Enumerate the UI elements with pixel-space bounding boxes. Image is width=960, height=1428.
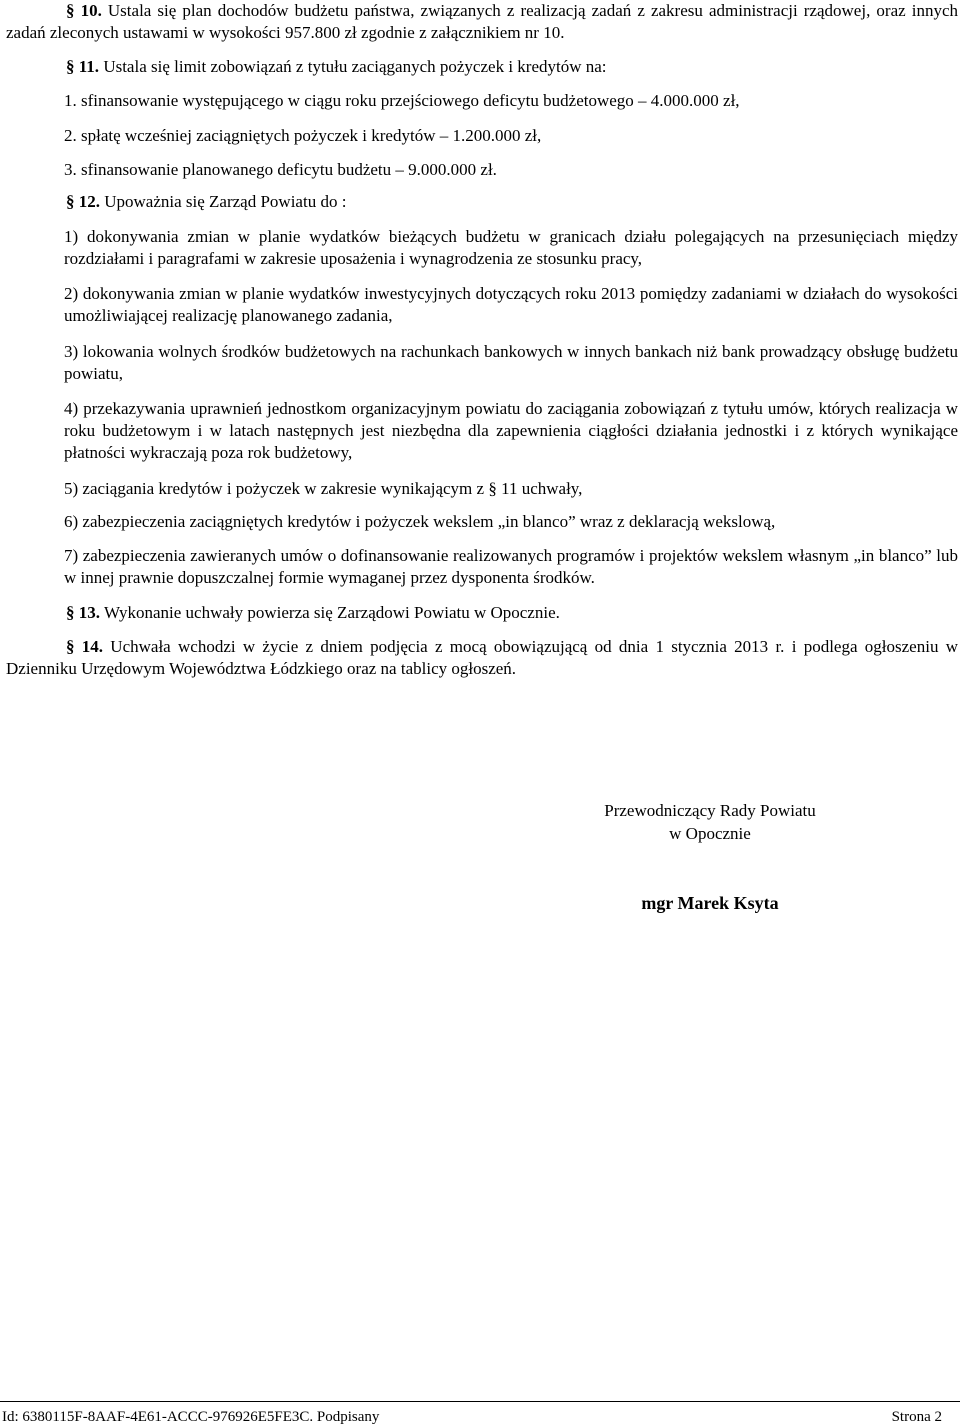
document-id: Id: 6380115F-8AAF-4E61-ACCC-976926E5FE3C. Podpisany: [2, 1409, 380, 1425]
section-mark-12: § 12.: [66, 192, 100, 211]
section-text-11: Ustala się limit zobowiązań z tytułu zaciąganych pożyczek i kredytów na:: [99, 57, 607, 76]
footer-divider: [0, 1401, 960, 1402]
authorization-item-1: 1) dokonywania zmian w planie wydatków bieżących budżetu w granicach działu polegających na przesunięciach między rozdziałami i paragrafami w zakresie uposażenia i wynagrodzenia ze stosunku pracy,: [64, 227, 958, 268]
signature-title: Przewodniczący Rady Powiatu: [604, 801, 816, 820]
section-mark-10: § 10.: [66, 1, 102, 20]
paragraph-14: [6, 636, 958, 680]
authorization-item-6: 6) zabezpieczenia zaciągniętych kredytów i pożyczek wekslem „in blanco” wraz z deklaracją wekslową,: [64, 512, 776, 531]
limit-item-3: 3. sfinansowanie planowanego deficytu budżetu – 9.000.000 zł.: [64, 160, 497, 179]
authorization-item-2: 2) dokonywania zmian w planie wydatków inwestycyjnych dotyczących roku 2013 pomiędzy zadaniami w działach do wysokości umożliwiającej realizację planowanego zadania,: [64, 284, 958, 325]
paragraph-13: [6, 602, 958, 624]
authorization-item-4: 4) przekazywania uprawnień jednostkom organizacyjnym powiatu do zaciągania zobowiązań z tytułu umów, których realizacja w roku budżetowym i w latach następnych jest niezbędna dla zapewnienia ciągłości działania jednostki i z których wynikające płatności wykraczają poza rok budżetowy,: [64, 399, 958, 462]
signature-name: mgr Marek Ksyta: [641, 893, 779, 913]
authorization-item-7: 7) zabezpieczenia zawieranych umów o dofinansowanie realizowanych programów i projektów wekslem własnym „in blanco” lub w innej prawnie dopuszczalnej formie wymaganej przez dysponenta środków.: [64, 546, 958, 587]
section-mark-14: § 14.: [66, 637, 104, 656]
section-text-13: Wykonanie uchwały powierza się Zarządowi Powiatu w Opocznie.: [100, 603, 560, 622]
paragraph-10: [6, 0, 958, 44]
signature-place: w Opocznie: [669, 824, 751, 843]
paragraph-11: [6, 56, 958, 78]
authorization-item-5: 5) zaciągania kredytów i pożyczek w zakresie wynikającym z § 11 uchwały,: [64, 479, 583, 498]
section-text-10: Ustala się plan dochodów budżetu państwa, związanych z realizacją zadań z zakresu administracji rządowej, oraz innych zadań zleconych ustawami w wysokości 957.800 zł zgodnie z załącznikiem nr 10.: [6, 1, 958, 42]
section-text-14: Uchwała wchodzi w życie z dniem podjęcia z mocą obowiązującą od dnia 1 stycznia 2013 r. i podlega ogłoszeniu w Dzienniku Urzędowym Województwa Łódzkiego oraz na tablicy ogłoszeń.: [6, 637, 958, 678]
section-mark-13: § 13.: [66, 603, 100, 622]
page-number: Strona 2: [891, 1409, 942, 1425]
section-text-12: Upoważnia się Zarząd Powiatu do :: [100, 192, 347, 211]
limit-item-2: 2. spłatę wcześniej zaciągniętych pożyczek i kredytów – 1.200.000 zł,: [64, 126, 542, 145]
section-mark-11: § 11.: [66, 57, 100, 76]
paragraph-12: [6, 191, 958, 213]
authorization-item-3: 3) lokowania wolnych środków budżetowych na rachunkach bankowych w innych bankach niż bank prowadzący obsługę budżetu powiatu,: [64, 342, 958, 383]
limit-item-1: 1. sfinansowanie występującego w ciągu roku przejściowego deficytu budżetowego – 4.000.000 zł,: [64, 91, 740, 110]
